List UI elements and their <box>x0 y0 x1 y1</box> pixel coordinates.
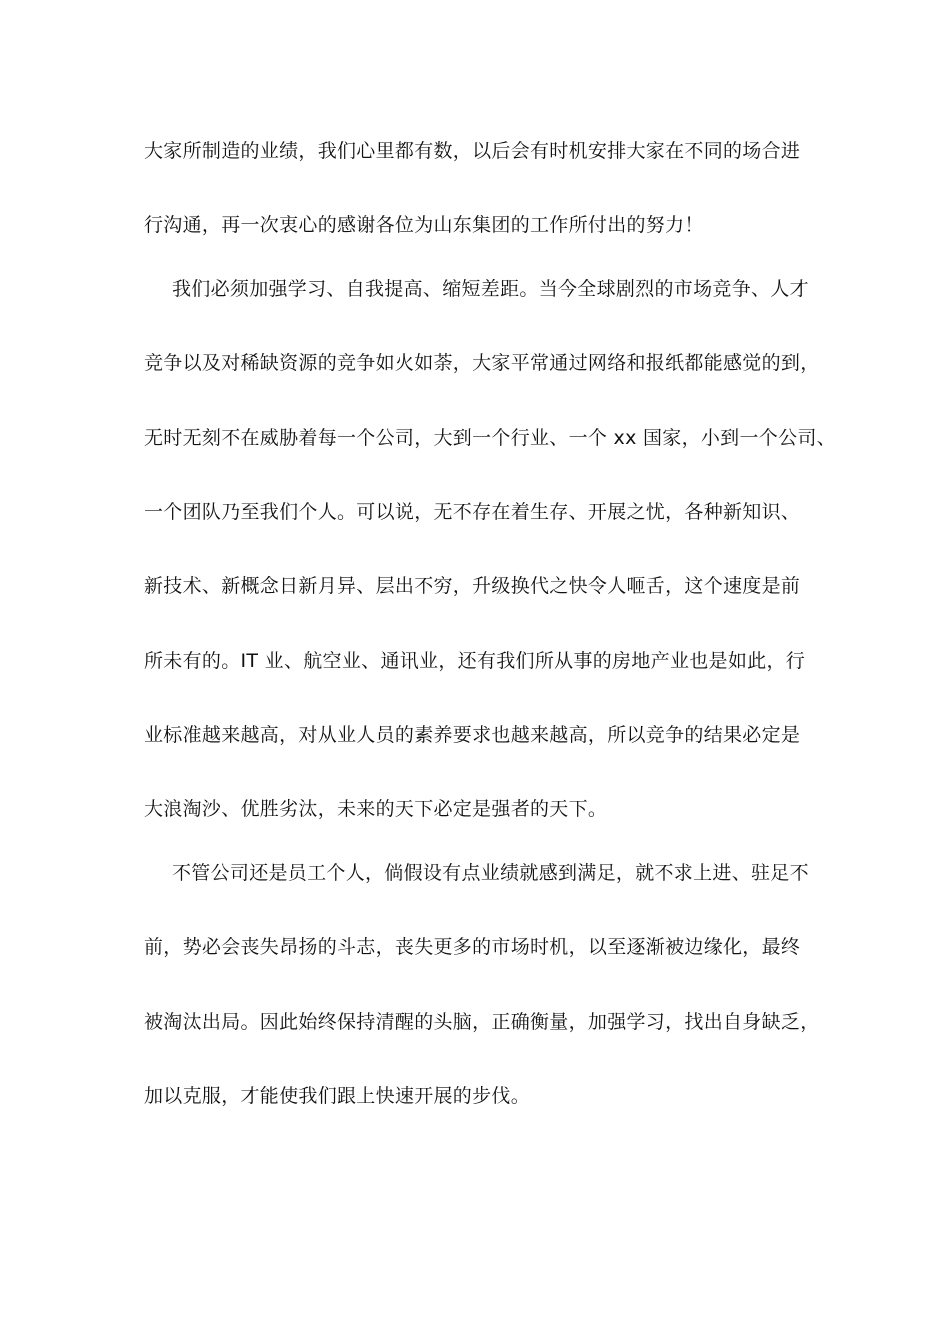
text-line: 被淘汰出局。因此始终保持清醒的头脑，正确衡量，加强学习，找出自身缺乏， <box>144 1011 820 1033</box>
text-line: 竞争以及对稀缺资源的竞争如火如荼，大家平常通过网络和报纸都能感觉的到， <box>144 352 820 374</box>
text-line: 新技术、新概念日新月异、层出不穷，升级换代之快令人咂舌，这个速度是前 <box>144 575 801 597</box>
text-line: 行沟通，再一次衷心的感谢各位为山东集团的工作所付出的努力！ <box>144 214 704 236</box>
text-line: 业标准越来越高，对从业人员的素养要求也越来越高，所以竞争的结果必定是 <box>144 724 801 746</box>
paragraph-start-line: 不管公司还是员工个人，倘假设有点业绩就感到满足，就不求上进、驻足不 <box>172 862 809 884</box>
text-line: 大浪淘沙、优胜劣汰，未来的天下必定是强者的天下。 <box>144 798 608 820</box>
text-line: 一个团队乃至我们个人。可以说，无不存在着生存、开展之忧，各种新知识、 <box>144 501 801 523</box>
text-line: 前，势必会丧失昂扬的斗志，丧失更多的市场时机，以至逐渐被边缘化，最终 <box>144 936 801 958</box>
paragraph-start-line: 我们必须加强学习、自我提高、缩短差距。当今全球剧烈的市场竞争、人才 <box>172 278 809 300</box>
text-line: 所未有的。IT 业、航空业、通讯业，还有我们所从事的房地产业也是如此，行 <box>144 650 806 672</box>
text-line: 加以克服，才能使我们跟上快速开展的步伐。 <box>144 1085 531 1107</box>
text-line: 大家所制造的业绩，我们心里都有数，以后会有时机安排大家在不同的场合进 <box>144 140 801 162</box>
text-line: 无时无刻不在威胁着每一个公司，大到一个行业、一个 xx 国家，小到一个公司、 <box>144 427 836 449</box>
